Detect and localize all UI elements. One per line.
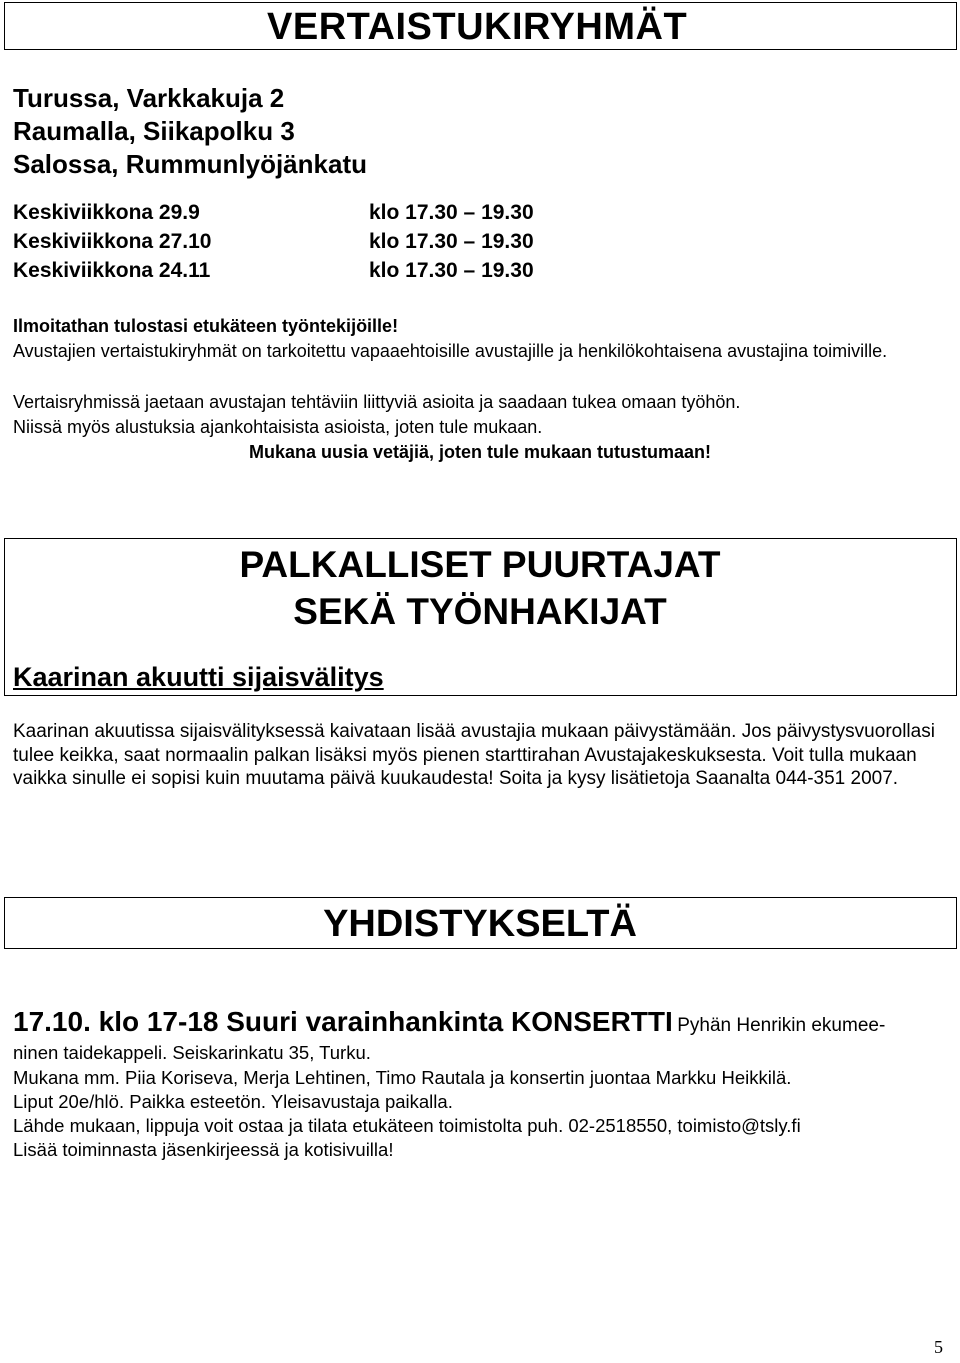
section1-title-box: [4, 2, 957, 50]
substitute-service-paragraph: Kaarinan akuutissa sijaisvälityksessä kaivataan lisää avustajia mukaan päivystämään. Jos päivystysvuorollasi tulee keikka, saat normaalin palkan lisäksi myös pienen starttirahan Avustajakeskuksesta. Voit tulla mukaan vaikka sinulle ei sopisi kuin muutama päivä kuukaudesta! Soita ja kysy lisätietoja Saanalta 044-351 2007.: [13, 721, 935, 789]
event-tickets: Liput 20e/hlö. Paikka esteetön. Yleisavustaja paikalla.: [13, 1091, 453, 1112]
topics-line: Niissä myös alustuksia ajankohtaisista asioista, joten tule mukaan.: [13, 417, 543, 437]
schedule-day: Keskiviikkona 24.11: [13, 259, 211, 282]
schedule-day: Keskiviikkona 27.10: [13, 230, 212, 253]
event-title-row: [13, 1006, 885, 1038]
schedule-time: klo 17.30 – 19.30: [369, 259, 534, 282]
location-rauma: Raumalla, Siikapolku 3: [13, 116, 295, 146]
schedule-row: [13, 200, 534, 226]
section3-heading: YHDISTYKSELTÄ: [323, 903, 637, 945]
more-info-line: Lisää toiminnasta jäsenkirjeessä ja kotisivuilla!: [13, 1139, 394, 1160]
sharing-line: Vertaisryhmissä jaetaan avustajan tehtäviin liittyviä asioita ja saadaan tukea omaan työhön.: [13, 392, 741, 412]
schedule-row: [13, 229, 534, 255]
schedule-time: klo 17.30 – 19.30: [369, 230, 534, 253]
page-number: 5: [934, 1337, 943, 1357]
schedule-day: Keskiviikkona 29.9: [13, 201, 200, 224]
section1-title: VERTAISTUKIRYHMÄT: [267, 6, 688, 48]
event-title: 17.10. klo 17-18 Suuri varainhankinta KONSERTTI: [13, 1006, 673, 1037]
event-performers: Mukana mm. Piia Koriseva, Merja Lehtinen, Timo Rautala ja konsertin juontaa Markku Heikkilä.: [13, 1067, 792, 1088]
section2-subheading: Kaarinan akuutti sijaisvälitys: [13, 662, 384, 692]
schedule-row: [13, 258, 534, 284]
section2-heading-line1: PALKALLISET PUURTAJAT: [239, 544, 721, 585]
schedule-time: klo 17.30 – 19.30: [369, 201, 534, 224]
section2-heading-line2: SEKÄ TYÖNHAKIJAT: [293, 591, 667, 632]
event-transport: Lähde mukaan, lippuja voit ostaa ja tilata etukäteen toimistolta puh. 02-2518550, toimisto@tsly.fi: [13, 1115, 801, 1136]
registration-notice: Ilmoitathan tulostasi etukäteen työntekijöille!: [13, 316, 399, 336]
location-salo: Salossa, Rummunlyöjänkatu: [13, 149, 367, 179]
event-location-start: Pyhän Henrikin ekumee-: [677, 1015, 886, 1036]
purpose-paragraph: Avustajien vertaistukiryhmät on tarkoitettu vapaaehtoisille avustajille ja henkilökohtaisena avustajina toimiville.: [13, 341, 888, 361]
event-location-end: ninen taidekappeli. Seiskarinkatu 35, Turku.: [13, 1042, 371, 1063]
location-turku: Turussa, Varkkakuja 2: [13, 83, 285, 113]
invite-line: Mukana uusia vetäjiä, joten tule mukaan tutustumaan!: [248, 442, 712, 462]
